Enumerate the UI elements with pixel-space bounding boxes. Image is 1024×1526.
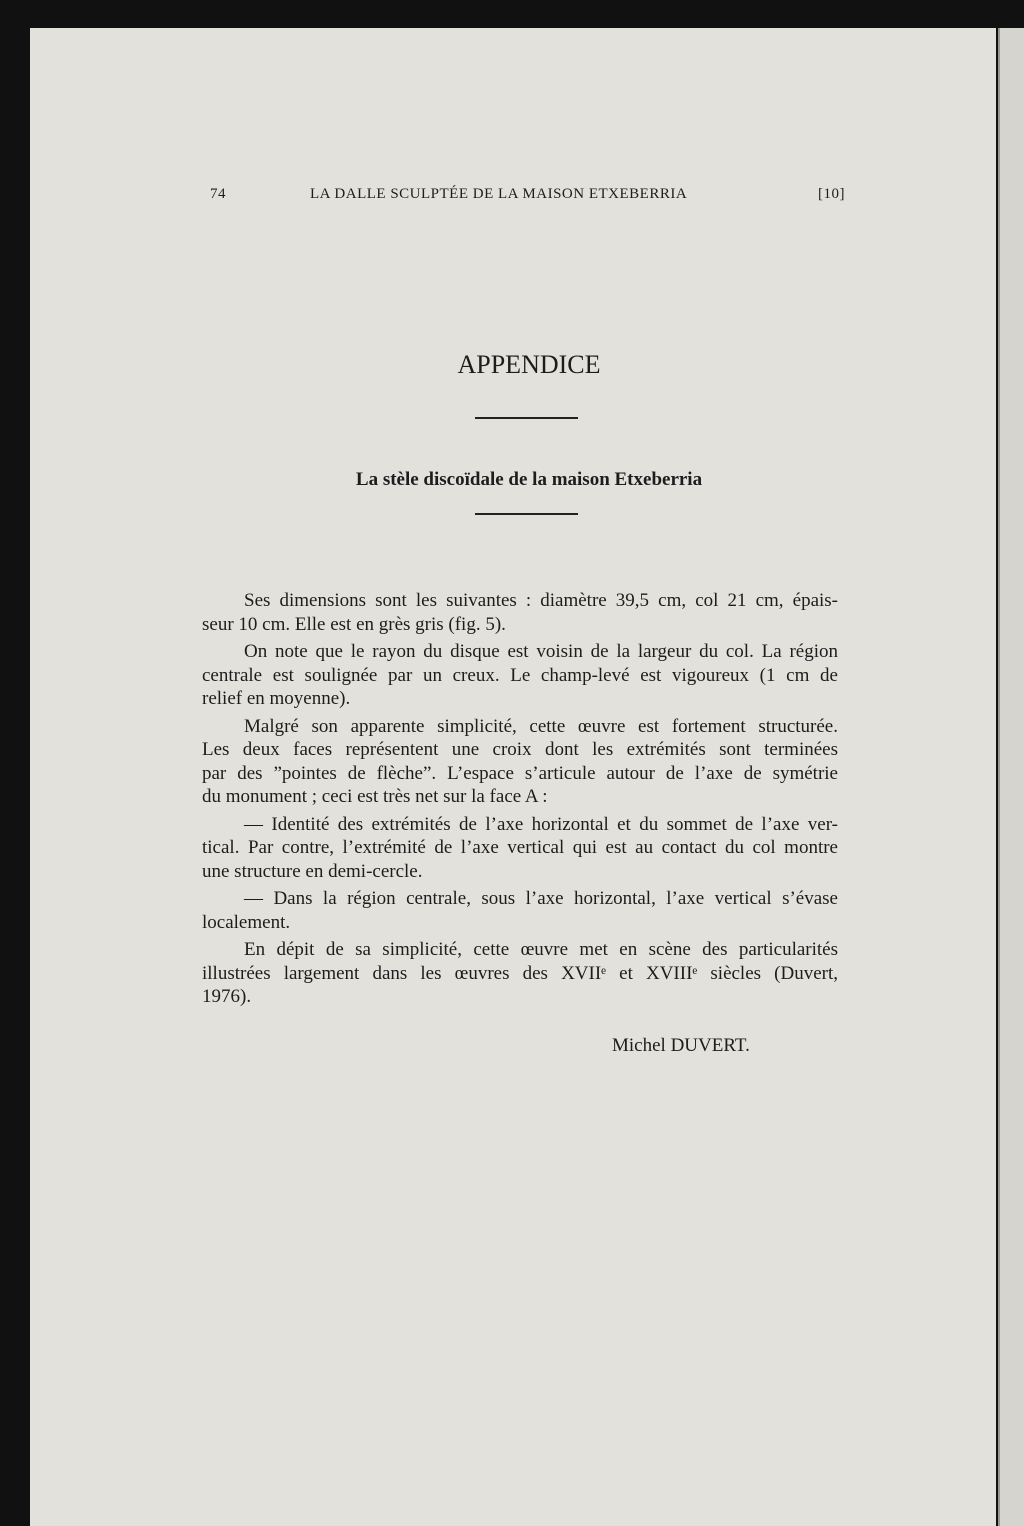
text-line: Les deux faces représentent une croix dont les extrémités sont terminées xyxy=(202,739,838,760)
text-line: Ses dimensions sont les suivantes : diamètre 39,5 cm, col 21 cm, épais- xyxy=(244,590,838,611)
text-line: En dépit de sa simplicité, cette œuvre met en scène des particularités xyxy=(244,939,838,960)
text-line: localement. xyxy=(202,911,291,933)
body-text xyxy=(202,589,838,1009)
paragraph xyxy=(202,640,838,711)
text-line: seur 10 cm. Elle est en grès gris (fig. 5). xyxy=(202,613,506,635)
paragraph xyxy=(202,887,838,934)
text-line: — Identité des extrémités de l’axe horizontal et du sommet de l’axe ver- xyxy=(244,813,838,835)
paragraph xyxy=(202,938,838,1009)
text-line: 1976). xyxy=(202,986,252,1007)
text-line: centrale est soulignée par un creux. Le champ-levé est vigoureux (1 cm de xyxy=(202,664,838,686)
divider xyxy=(475,513,578,515)
text-line: Malgré son apparente simplicité, cette œuvre est fortement structurée. xyxy=(244,715,838,737)
running-title: LA DALLE SCULPTÉE DE LA MAISON ETXEBERRIA xyxy=(310,186,688,202)
text-line: par des ”pointes de flèche”. L’espace s’articule autour de l’axe de symétrie xyxy=(202,762,838,784)
section-ref: [10] xyxy=(818,186,845,202)
text-line: tical. Par contre, l’extrémité de l’axe vertical qui est au contact du col montre xyxy=(202,837,838,858)
paragraph xyxy=(202,589,838,636)
text-line: du monument ; ceci est très net sur la face A : xyxy=(202,786,548,807)
paragraph xyxy=(202,813,838,884)
text-line: On note que le rayon du disque est voisin de la largeur du col. La région xyxy=(244,641,838,662)
text-line: — Dans la région centrale, sous l’axe horizontal, l’axe vertical s’évase xyxy=(244,888,838,909)
section-subtitle: La stèle discoïdale de la maison Etxeberria xyxy=(355,469,703,490)
text-line: illustrées largement dans les œuvres des XVIIᵉ et XVIIIᵉ siècles (Duvert, xyxy=(202,962,838,984)
author-signature: Michel DUVERT. xyxy=(612,1035,750,1056)
appendix-title: APPENDICE xyxy=(457,350,601,379)
text-line: relief en moyenne). xyxy=(202,688,351,709)
page-number: 74 xyxy=(210,186,226,202)
divider xyxy=(475,417,578,419)
paragraph xyxy=(202,715,838,809)
text-line: une structure en demi-cercle. xyxy=(202,860,423,882)
adjacent-page-edge xyxy=(998,28,1024,1526)
